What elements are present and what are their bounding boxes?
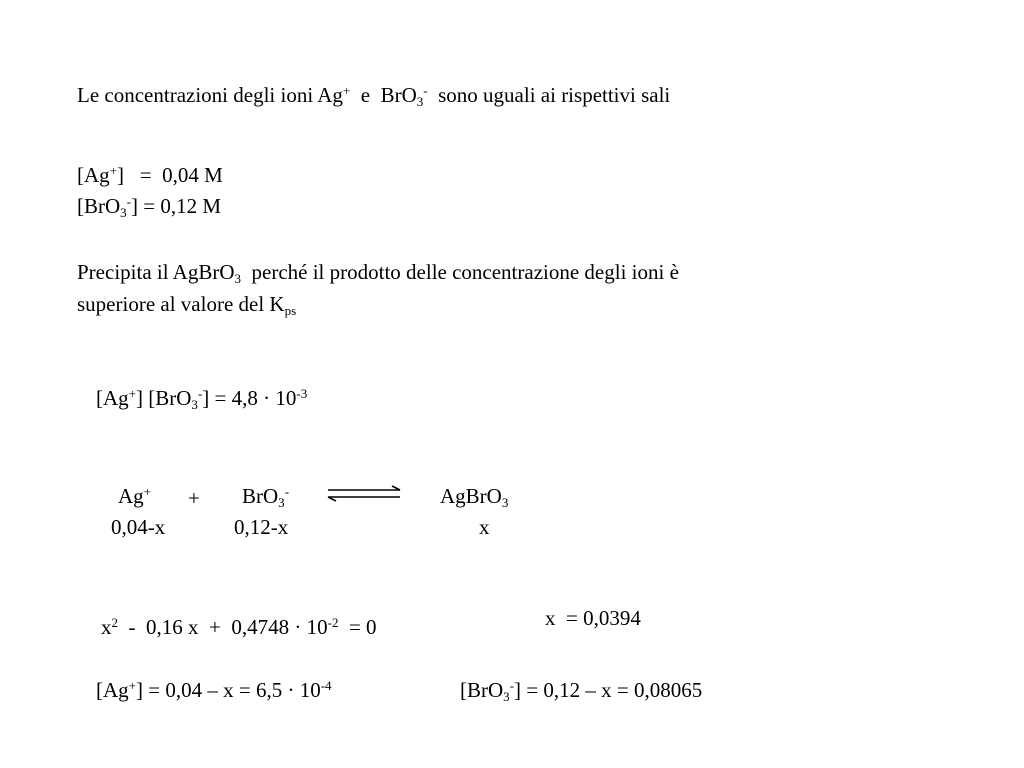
ksp-exponent: -3 [296, 385, 308, 401]
ag-charge: + [342, 82, 351, 98]
result-bro3-part: [BrO [460, 678, 504, 702]
quadratic-exponent: -2 [327, 614, 339, 630]
quadratic-equation [101, 614, 377, 639]
ag-charge: + [143, 483, 152, 499]
ag-charge: + [128, 385, 137, 401]
intro-part: e BrO [350, 83, 417, 107]
ag-charge: + [128, 677, 137, 693]
bro3-subscript: 3 [120, 204, 127, 220]
precip-part: superiore al valore del K [77, 292, 285, 316]
equilibrium-arrow-icon [324, 484, 404, 504]
ksp-part: ] [BrO [136, 386, 192, 410]
result-ag-part: [Ag [96, 678, 129, 702]
conc-bro3-part: [BrO [77, 194, 121, 218]
agbro3-subscript: 3 [234, 270, 241, 286]
bro3-charge: - [509, 677, 515, 693]
bro3-symbol: BrO [242, 484, 279, 508]
precipitation-line-1 [77, 260, 679, 286]
bro3-subscript: 3 [191, 396, 198, 412]
precipitation-line-2 [77, 292, 297, 318]
result-ag [96, 677, 332, 702]
bro3-charge: - [197, 385, 203, 401]
bro3-charge: - [423, 82, 428, 98]
intro-part: Le concentrazioni degli ioni Ag [77, 83, 343, 107]
kps-subscript: ps [284, 302, 297, 318]
reactant-ag [118, 483, 152, 508]
quadratic-part: = 0 [338, 615, 377, 639]
quadratic-part: x [101, 615, 112, 639]
ksp-part: [Ag [96, 386, 129, 410]
ksp-expression [96, 385, 308, 412]
precip-part: Precipita il AgBrO [77, 260, 235, 284]
bro3-subscript: 3 [503, 688, 510, 704]
concentration-bro3 [77, 193, 222, 220]
square-exponent: 2 [111, 614, 119, 630]
agbro3-subscript: 3 [501, 494, 509, 510]
quadratic-part: - 0,16 x + 0,4748 · 10 [118, 615, 328, 639]
conc-ag-part: ] = 0,04 M [117, 163, 223, 187]
result-bro3-part: ] = 0,12 – x = 0,08065 [514, 678, 703, 702]
bro3-charge: - [284, 483, 290, 499]
product-agbro3 [440, 484, 509, 510]
bro3-charge: - [126, 193, 132, 209]
concentration-ag [77, 162, 223, 187]
bro3-equilibrium-conc: 0,12-x [234, 515, 289, 539]
result-ag-part: ] = 0,04 – x = 6,5 · 10 [136, 678, 321, 702]
plus-sign: + [188, 486, 200, 510]
intro-part: sono uguali ai rispettivi sali [427, 83, 671, 107]
result-ag-exponent: -4 [320, 677, 332, 693]
intro-text [77, 82, 671, 109]
ag-charge: + [109, 162, 118, 178]
conc-ag-part: [Ag [77, 163, 110, 187]
bro3-subscript: 3 [278, 494, 285, 510]
bro3-subscript: 3 [416, 93, 424, 109]
agbro3-symbol: AgBrO [440, 484, 502, 508]
ksp-part: ] = 4,8 · 10 [202, 386, 297, 410]
product-equilibrium-conc: x [479, 515, 490, 539]
result-bro3 [460, 677, 703, 704]
ag-symbol: Ag [118, 484, 144, 508]
reactant-bro3 [242, 483, 290, 510]
precip-part: perché il prodotto delle concentrazione degli ioni è [241, 260, 679, 284]
conc-bro3-part: ] = 0,12 M [131, 194, 222, 218]
solution-x: x = 0,0394 [545, 606, 641, 630]
ag-equilibrium-conc: 0,04-x [111, 515, 166, 539]
